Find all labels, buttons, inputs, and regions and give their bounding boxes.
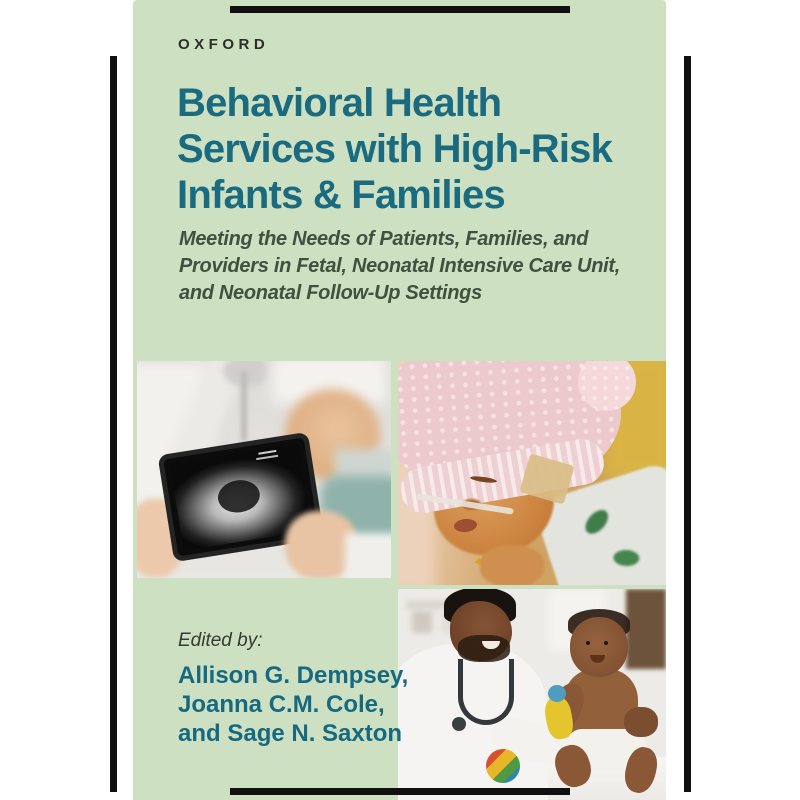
frame-mark-top	[230, 6, 570, 13]
credits-block	[178, 630, 408, 748]
doctor-hand	[624, 707, 658, 737]
lamp-pole	[241, 371, 247, 441]
doctor-baby-photo	[398, 589, 666, 800]
frame-mark-left	[110, 56, 117, 792]
sleeve	[345, 533, 391, 578]
baby-eye	[586, 641, 590, 645]
subtitle-line-2: Providers in Fetal, Neonatal Intensive Care Unit,	[179, 255, 620, 277]
title-line-1: Behavioral Health	[177, 81, 502, 125]
editor-name-2: Joanna C.M. Cole,	[178, 691, 385, 718]
shelf-item	[412, 611, 432, 633]
subtitle-line-3: and Neonatal Follow-Up Settings	[179, 282, 482, 304]
edited-by-label: Edited by:	[178, 630, 263, 651]
editor-name-1: Allison G. Dempsey,	[178, 662, 409, 689]
frame-mark-right	[684, 56, 691, 792]
ultrasound-tablet-photo	[137, 361, 391, 578]
book-subtitle	[179, 226, 620, 307]
cabinet	[626, 589, 666, 669]
infant-hand	[480, 545, 544, 585]
frame-mark-bottom	[230, 788, 570, 795]
footprint-mark	[581, 506, 612, 538]
book-title	[177, 80, 612, 218]
toy-top	[548, 685, 566, 702]
baby-head	[570, 617, 628, 677]
subtitle-line-1: Meeting the Needs of Patients, Families, and	[179, 228, 589, 250]
baby-eye	[604, 641, 608, 645]
publisher-logo: OXFORD	[178, 36, 270, 53]
book-cover	[133, 0, 666, 800]
stethoscope	[458, 659, 514, 725]
title-line-3: Infants & Families	[177, 173, 505, 217]
title-line-2: Services with High-Risk	[177, 127, 613, 171]
footprint-mark	[613, 550, 640, 567]
stethoscope-chestpiece	[452, 717, 466, 731]
doctor-beard	[458, 635, 510, 662]
editor-name-3: and Sage N. Saxton	[178, 720, 403, 747]
striped-ball	[486, 749, 520, 783]
nicu-infant-photo	[398, 361, 666, 585]
